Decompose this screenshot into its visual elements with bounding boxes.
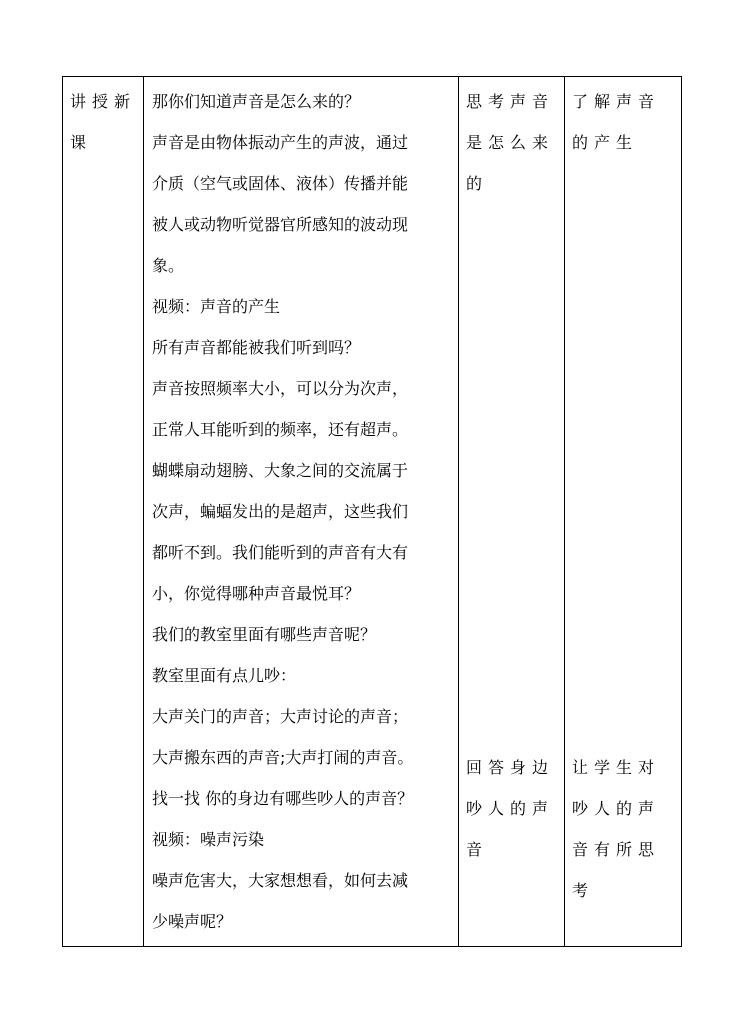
design-intent-cell [565,77,682,947]
student-activity-2: 回答身边吵人的声音 [466,758,555,859]
content-line: 视频：声音的产生 [152,297,281,316]
content-line: 小，你觉得哪种声音最悦耳？ [152,584,361,603]
stage-cell [63,77,144,947]
content-line: 被人或动物听觉器官所感知的波动现 [152,215,409,234]
content-line: 次声，蝙蝠发出的是超声，这些我们 [152,502,409,521]
stage-label: 讲授新课 [70,92,137,152]
content-cell [144,77,459,947]
content-line: 教室里面有点儿吵： [152,666,297,685]
content-line: 象。 [152,256,185,275]
content-line: 正常人耳能听到的频率，还有超声。 [152,420,409,439]
content-line: 都听不到。我们能听到的声音有大有 [152,543,409,562]
content-line: 视频：噪声污染 [152,830,265,849]
content-line: 找一找 你的身边有哪些吵人的声音？ [152,789,414,808]
content-line: 大声关门的声音；大声讨论的声音； [152,707,409,726]
content-line: 我们的教室里面有哪些声音呢？ [152,625,377,644]
content-line: 大声搬东西的声音;大声打闹的声音。 [152,748,414,767]
student-activity-cell [459,77,565,947]
content-line: 那你们知道声音是怎么来的？ [152,92,361,111]
content-line: 蝴蝶扇动翅膀、大象之间的交流属于 [152,461,409,480]
design-intent-1: 了解声音的产生 [572,92,661,152]
table-row [63,77,682,947]
content-line: 噪声危害大，大家想想看，如何去减 [152,871,409,890]
content-line: 少噪声呢？ [152,912,233,931]
content-line: 所有声音都能被我们听到吗？ [152,338,361,357]
content-line: 声音按照频率大小，可以分为次声， [152,379,409,398]
design-intent-2: 让学生对吵人的声音有所思考 [572,758,661,900]
lesson-plan-table [62,76,682,947]
content-line: 介质（空气或固体、液体）传播并能 [152,174,409,193]
student-activity-1: 思考声音是怎么来的 [466,92,555,193]
content-line: 声音是由物体振动产生的声波，通过 [152,133,409,152]
